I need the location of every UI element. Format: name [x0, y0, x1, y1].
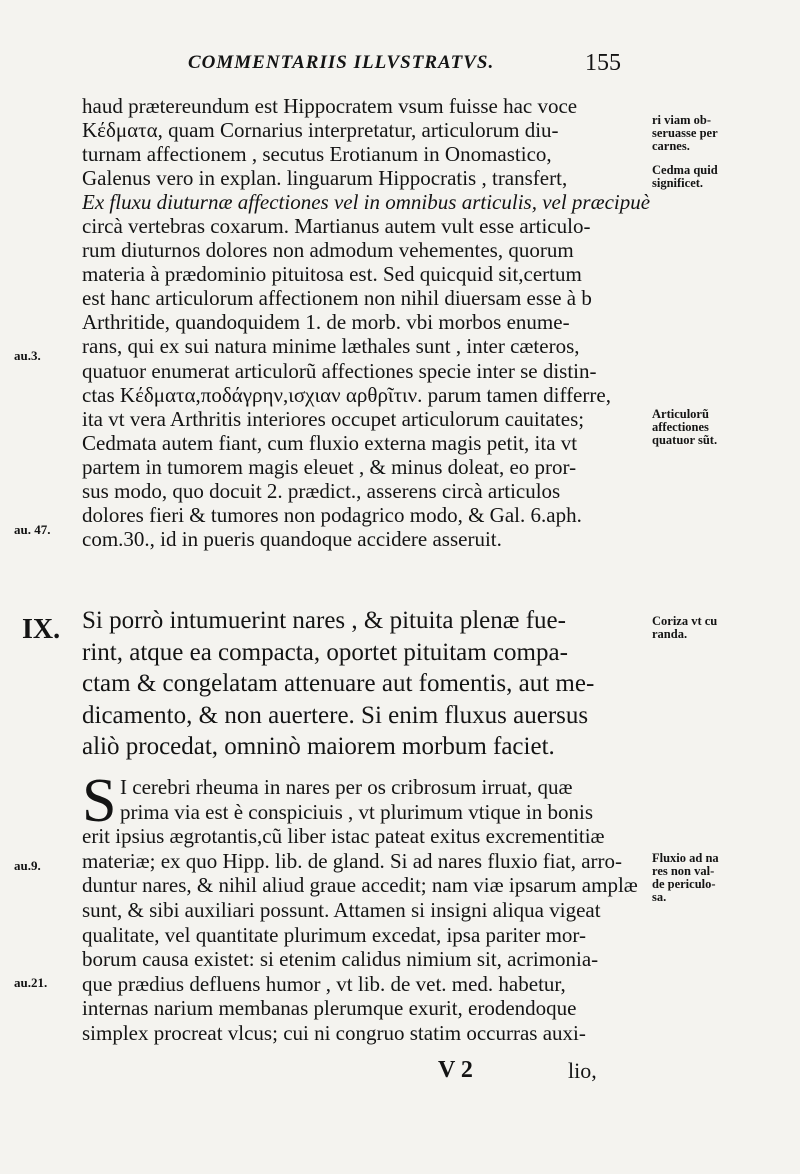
text-line: quatuor enumerat articulorũ affectiones specie inter se distin- [82, 358, 597, 383]
margin-note-line: affectiones [652, 420, 709, 434]
text-line: Cedmata autem fiant, cum fluxio externa magis petit, ita vt [82, 430, 578, 455]
text-line: turnam affectionem , secutus Erotianum in Onomastico, [82, 142, 552, 167]
text-line: duntur nares, & nihil aliud graue accedit; nam viæ ipsarum amplæ [82, 873, 638, 898]
text-line: materia à prædominio pituitosa est. Sed quicquid sit,certum [82, 262, 582, 287]
text-line: Κέδματα, quam Cornarius interpretatur, articulorum diu- [82, 118, 559, 143]
text-line: borum causa existet: si etenim calidus nimium sit, acrimonia- [82, 947, 599, 972]
margin-note-coriza [652, 615, 772, 641]
text-line: haud prætereundum est Hippocratem vsum fuisse hac voce [82, 94, 578, 118]
margin-reference: au.3. [14, 348, 41, 363]
margin-note-line: randa. [652, 627, 688, 641]
text-line: materiæ; ex quo Hipp. lib. de gland. Si ad nares fluxio fiat, arro- [82, 848, 623, 873]
text-line: ctam & congelatam attenuare aut fomentis, aut me- [82, 670, 595, 697]
text-line: dolores fieri & tumores non podagrico modo, & Gal. 6.aph. [82, 502, 582, 527]
margin-note-articulorum [652, 408, 772, 447]
text-line: erit ipsius ægrotantis,cũ liber istac pateat exitus excrementitiæ [82, 824, 605, 849]
text-line: Galenus vero in explan. linguarum Hippocratis , transfert, [82, 166, 568, 191]
margin-note-line: Articulorũ [652, 407, 709, 421]
commentary-block-1 [82, 94, 650, 551]
signature-mark: V 2 [438, 1057, 473, 1083]
text-line: internas narium membanas plerumque exurit, erodendoque [82, 996, 577, 1021]
text-line: rint, atque ea compacta, oportet pituitam compa- [82, 638, 568, 666]
text-line: Arthritide, quandoquidem 1. de morb. vbi morbos enume- [82, 310, 570, 335]
margin-note-line: seruasse per [652, 126, 718, 140]
text-line: prima via est è conspiciuis , vt plurimum vtique in bonis [120, 799, 594, 824]
text-line: sus modo, quo docuit 2. prædict., asserens circà articulos [82, 478, 561, 503]
catchword: lio, [568, 1058, 597, 1083]
text-line: I cerebri rheuma in nares per os cribrosum irruat, quæ [120, 775, 573, 799]
margin-note-line: carnes. [652, 139, 690, 153]
text-line: rum diuturnos dolores non admodum vehementes, quorum [82, 238, 574, 263]
margin-reference: au. 47. [14, 522, 51, 537]
text-line: com.30., id in pueris quandoque accidere asseruit. [82, 526, 502, 551]
drop-cap: S [82, 767, 117, 835]
margin-reference: au.21. [14, 975, 48, 990]
margin-note-line: ri viam ob- [652, 113, 712, 127]
text-line: ctas Κέδματα,ποδάγρην,ισχιαν αρθρῖτιν. parum tamen differre, [82, 382, 611, 407]
text-line: Si porrò intumuerint nares , & pituita plenæ fue- [82, 607, 566, 634]
margin-note-fluxio [652, 852, 772, 904]
margin-reference: au.9. [14, 858, 41, 873]
text-line: sunt, & sibi auxiliari possunt. Attamen si insigni aliqua vigeat [82, 897, 601, 922]
margin-note-line: Cedma quid [652, 163, 718, 177]
margin-note-line: res non val- [652, 864, 715, 878]
text-line: circà vertebras coxarum. Martianus autem vult esse articulo- [82, 214, 591, 239]
commentary-block-2 [82, 775, 650, 1046]
text-line: ita vt vera Arthritis interiores occupet articulorum cauitates; [82, 406, 585, 431]
text-line: que prædius defluens humor , vt lib. de vet. med. habetur, [82, 971, 566, 996]
margin-note-line: de periculo- [652, 877, 716, 891]
running-head: COMMENTARIIS ILLVSTRATVS. [188, 52, 495, 73]
text-line: aliò procedat, omninò maiorem morbum faciet. [82, 733, 555, 760]
text-line: partem in tumorem magis eleuet , & minus doleat, eo pror- [82, 454, 577, 479]
margin-note-cedma [652, 164, 772, 190]
margin-note-line: significet. [652, 176, 704, 190]
text-line: dicamento, & non auertere. Si enim fluxus auersus [82, 701, 589, 729]
margin-note-carnes [652, 114, 772, 153]
aphorism-text [82, 605, 650, 763]
text-line: est hanc articulorum affectionem non nihil diuersam esse à b [82, 286, 592, 311]
margin-note-line: sa. [652, 890, 667, 904]
margin-note-line: Coriza vt cu [652, 614, 718, 628]
page-number: 155 [585, 50, 621, 76]
text-line: rans, qui ex sui natura minime læthales sunt , inter cæteros, [82, 334, 580, 359]
text-line: Ex fluxu diuturnæ affectiones vel in omnibus articulis, vel præcipuè [82, 190, 650, 215]
margin-note-line: quatuor sũt. [652, 433, 718, 447]
margin-note-line: Fluxio ad na [652, 851, 719, 865]
section-numeral: IX. [22, 614, 61, 645]
text-line: qualitate, vel quantitate plurimum excedat, ipsa pariter mor- [82, 922, 586, 947]
text-line: simplex procreat vlcus; cui ni congruo statim occurras auxi- [82, 1020, 586, 1045]
